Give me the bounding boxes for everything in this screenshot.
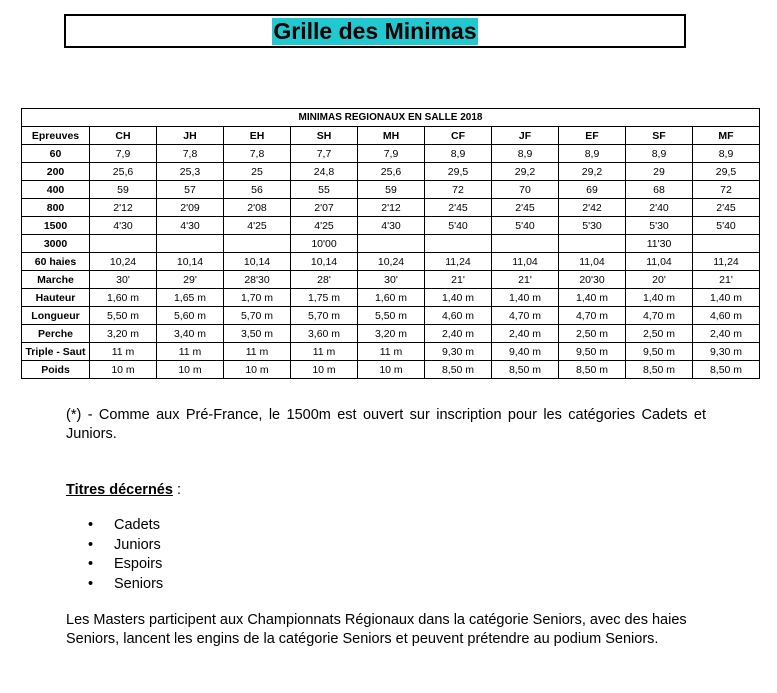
event-cell: Longueur <box>22 307 90 325</box>
value-cell: 21' <box>693 271 760 289</box>
value-cell: 29,2 <box>559 163 626 181</box>
value-cell <box>224 235 291 253</box>
value-cell <box>90 235 157 253</box>
value-cell: 1,70 m <box>224 289 291 307</box>
table-row <box>22 235 760 253</box>
value-cell: 28'30 <box>224 271 291 289</box>
value-cell: 11 m <box>157 343 224 361</box>
value-cell: 8,9 <box>626 145 693 163</box>
column-header: CF <box>425 127 492 145</box>
titres-heading-line <box>66 481 181 500</box>
event-cell: Marche <box>22 271 90 289</box>
value-cell: 4'30 <box>358 217 425 235</box>
value-cell: 4,70 m <box>492 307 559 325</box>
value-cell: 8,50 m <box>492 361 559 379</box>
value-cell: 70 <box>492 181 559 199</box>
value-cell: 30' <box>358 271 425 289</box>
value-cell: 2,50 m <box>559 325 626 343</box>
value-cell: 8,50 m <box>559 361 626 379</box>
value-cell: 2'45 <box>693 199 760 217</box>
event-cell: 800 <box>22 199 90 217</box>
value-cell: 4'30 <box>90 217 157 235</box>
table-row <box>22 199 760 217</box>
event-cell: 400 <box>22 181 90 199</box>
value-cell: 2'12 <box>358 199 425 217</box>
value-cell <box>425 235 492 253</box>
value-cell: 5,50 m <box>358 307 425 325</box>
value-cell: 68 <box>626 181 693 199</box>
value-cell: 3,40 m <box>157 325 224 343</box>
event-cell: 60 haies <box>22 253 90 271</box>
value-cell: 2'45 <box>492 199 559 217</box>
value-cell: 9,50 m <box>559 343 626 361</box>
value-cell: 3,50 m <box>224 325 291 343</box>
value-cell: 5,50 m <box>90 307 157 325</box>
value-cell: 7,7 <box>291 145 358 163</box>
table-row <box>22 289 760 307</box>
value-cell: 8,9 <box>693 145 760 163</box>
value-cell: 25,3 <box>157 163 224 181</box>
value-cell <box>358 235 425 253</box>
categories-list <box>86 516 163 594</box>
value-cell: 25,6 <box>90 163 157 181</box>
table-row <box>22 325 760 343</box>
value-cell: 10 m <box>224 361 291 379</box>
value-cell: 3,20 m <box>90 325 157 343</box>
value-cell <box>693 235 760 253</box>
value-cell: 11,04 <box>492 253 559 271</box>
value-cell <box>559 235 626 253</box>
value-cell: 5'40 <box>425 217 492 235</box>
value-cell: 4'25 <box>291 217 358 235</box>
value-cell <box>157 235 224 253</box>
value-cell: 4'25 <box>224 217 291 235</box>
value-cell: 8,50 m <box>693 361 760 379</box>
value-cell: 10 m <box>358 361 425 379</box>
masters-paragraph: Les Masters participent aux Championnats Régionaux dans la catégorie Seniors, avec des haies Seniors, lancent les engins de la catégorie Seniors et peuvent prétendre au podium Seniors. <box>66 612 687 647</box>
value-cell: 7,8 <box>224 145 291 163</box>
value-cell: 10,24 <box>358 253 425 271</box>
list-item: • Espoirs <box>86 555 163 575</box>
value-cell: 59 <box>90 181 157 199</box>
value-cell: 4'30 <box>157 217 224 235</box>
value-cell: 72 <box>425 181 492 199</box>
table-header-row <box>22 127 760 145</box>
value-cell: 24,8 <box>291 163 358 181</box>
column-header: EF <box>559 127 626 145</box>
table-row <box>22 181 760 199</box>
table-row <box>22 217 760 235</box>
value-cell: 8,9 <box>559 145 626 163</box>
value-cell: 56 <box>224 181 291 199</box>
value-cell: 8,50 m <box>626 361 693 379</box>
value-cell: 1,60 m <box>90 289 157 307</box>
value-cell: 21' <box>425 271 492 289</box>
column-header: EH <box>224 127 291 145</box>
value-cell: 2'09 <box>157 199 224 217</box>
value-cell: 29,5 <box>693 163 760 181</box>
table-row <box>22 361 760 379</box>
title-box <box>64 14 686 48</box>
value-cell: 72 <box>693 181 760 199</box>
titres-heading-suffix: : <box>172 482 181 498</box>
value-cell: 1,40 m <box>626 289 693 307</box>
table-row <box>22 307 760 325</box>
value-cell: 5'40 <box>492 217 559 235</box>
value-cell: 29 <box>626 163 693 181</box>
value-cell: 11 m <box>358 343 425 361</box>
column-header: SH <box>291 127 358 145</box>
value-cell: 11 m <box>224 343 291 361</box>
event-cell: 200 <box>22 163 90 181</box>
titres-heading: Titres décernés <box>66 482 173 498</box>
column-header: SF <box>626 127 693 145</box>
table-row <box>22 145 760 163</box>
value-cell: 2'12 <box>90 199 157 217</box>
event-cell: 3000 <box>22 235 90 253</box>
value-cell: 20' <box>626 271 693 289</box>
table-row <box>22 253 760 271</box>
column-header: MF <box>693 127 760 145</box>
value-cell: 2,40 m <box>492 325 559 343</box>
note-paragraph: (*) - Comme aux Pré-France, le 1500m est ouvert sur inscription pour les catégories Cadets et Juniors. <box>66 407 706 442</box>
value-cell: 5'30 <box>559 217 626 235</box>
value-cell: 28' <box>291 271 358 289</box>
value-cell: 9,50 m <box>626 343 693 361</box>
value-cell: 11,04 <box>559 253 626 271</box>
value-cell: 29,5 <box>425 163 492 181</box>
value-cell: 3,20 m <box>358 325 425 343</box>
event-cell: Triple - Saut <box>22 343 90 361</box>
value-cell: 2'40 <box>626 199 693 217</box>
value-cell: 2,40 m <box>425 325 492 343</box>
value-cell: 8,9 <box>425 145 492 163</box>
table-body <box>22 145 760 379</box>
value-cell: 8,50 m <box>425 361 492 379</box>
value-cell: 20'30 <box>559 271 626 289</box>
value-cell: 11 m <box>90 343 157 361</box>
value-cell: 5'30 <box>626 217 693 235</box>
value-cell: 10 m <box>157 361 224 379</box>
value-cell: 10 m <box>291 361 358 379</box>
value-cell: 1,40 m <box>693 289 760 307</box>
value-cell: 11,24 <box>425 253 492 271</box>
value-cell: 1,75 m <box>291 289 358 307</box>
value-cell: 1,40 m <box>492 289 559 307</box>
value-cell: 10,24 <box>90 253 157 271</box>
value-cell: 5,60 m <box>157 307 224 325</box>
value-cell: 55 <box>291 181 358 199</box>
value-cell: 7,9 <box>90 145 157 163</box>
value-cell: 9,40 m <box>492 343 559 361</box>
minimas-table <box>21 108 760 379</box>
value-cell: 11,04 <box>626 253 693 271</box>
value-cell: 8,9 <box>492 145 559 163</box>
value-cell: 30' <box>90 271 157 289</box>
value-cell: 2,50 m <box>626 325 693 343</box>
value-cell: 69 <box>559 181 626 199</box>
value-cell: 25 <box>224 163 291 181</box>
column-header: JH <box>157 127 224 145</box>
column-header: JF <box>492 127 559 145</box>
value-cell: 10,14 <box>291 253 358 271</box>
value-cell: 29' <box>157 271 224 289</box>
value-cell: 4,60 m <box>693 307 760 325</box>
value-cell: 5,70 m <box>291 307 358 325</box>
value-cell: 29,2 <box>492 163 559 181</box>
value-cell: 59 <box>358 181 425 199</box>
table-row <box>22 271 760 289</box>
page-title: Grille des Minimas <box>273 18 477 44</box>
table-caption: MINIMAS REGIONAUX EN SALLE 2018 <box>22 109 760 127</box>
value-cell: 5'40 <box>693 217 760 235</box>
event-cell: Hauteur <box>22 289 90 307</box>
value-cell <box>492 235 559 253</box>
value-cell: 4,60 m <box>425 307 492 325</box>
value-cell: 7,8 <box>157 145 224 163</box>
value-cell: 10 m <box>90 361 157 379</box>
value-cell: 5,70 m <box>224 307 291 325</box>
event-cell: 60 <box>22 145 90 163</box>
column-header: CH <box>90 127 157 145</box>
value-cell: 11'30 <box>626 235 693 253</box>
value-cell: 1,40 m <box>559 289 626 307</box>
value-cell: 7,9 <box>358 145 425 163</box>
table-row <box>22 343 760 361</box>
list-item: • Seniors <box>86 575 163 595</box>
value-cell: 4,70 m <box>626 307 693 325</box>
value-cell: 4,70 m <box>559 307 626 325</box>
list-item: • Cadets <box>86 516 163 536</box>
value-cell: 11,24 <box>693 253 760 271</box>
header-epreuves: Epreuves <box>22 127 90 145</box>
value-cell: 25,6 <box>358 163 425 181</box>
value-cell: 2'42 <box>559 199 626 217</box>
value-cell: 1,40 m <box>425 289 492 307</box>
value-cell: 9,30 m <box>425 343 492 361</box>
value-cell: 9,30 m <box>693 343 760 361</box>
column-header: MH <box>358 127 425 145</box>
event-cell: Perche <box>22 325 90 343</box>
value-cell: 3,60 m <box>291 325 358 343</box>
value-cell: 10,14 <box>157 253 224 271</box>
event-cell: 1500 <box>22 217 90 235</box>
value-cell: 10'00 <box>291 235 358 253</box>
table-row <box>22 163 760 181</box>
value-cell: 1,65 m <box>157 289 224 307</box>
value-cell: 57 <box>157 181 224 199</box>
value-cell: 10,14 <box>224 253 291 271</box>
event-cell: Poids <box>22 361 90 379</box>
value-cell: 21' <box>492 271 559 289</box>
value-cell: 2'07 <box>291 199 358 217</box>
value-cell: 2'08 <box>224 199 291 217</box>
value-cell: 1,60 m <box>358 289 425 307</box>
list-item: • Juniors <box>86 536 163 556</box>
value-cell: 2,40 m <box>693 325 760 343</box>
value-cell: 11 m <box>291 343 358 361</box>
value-cell: 2'45 <box>425 199 492 217</box>
